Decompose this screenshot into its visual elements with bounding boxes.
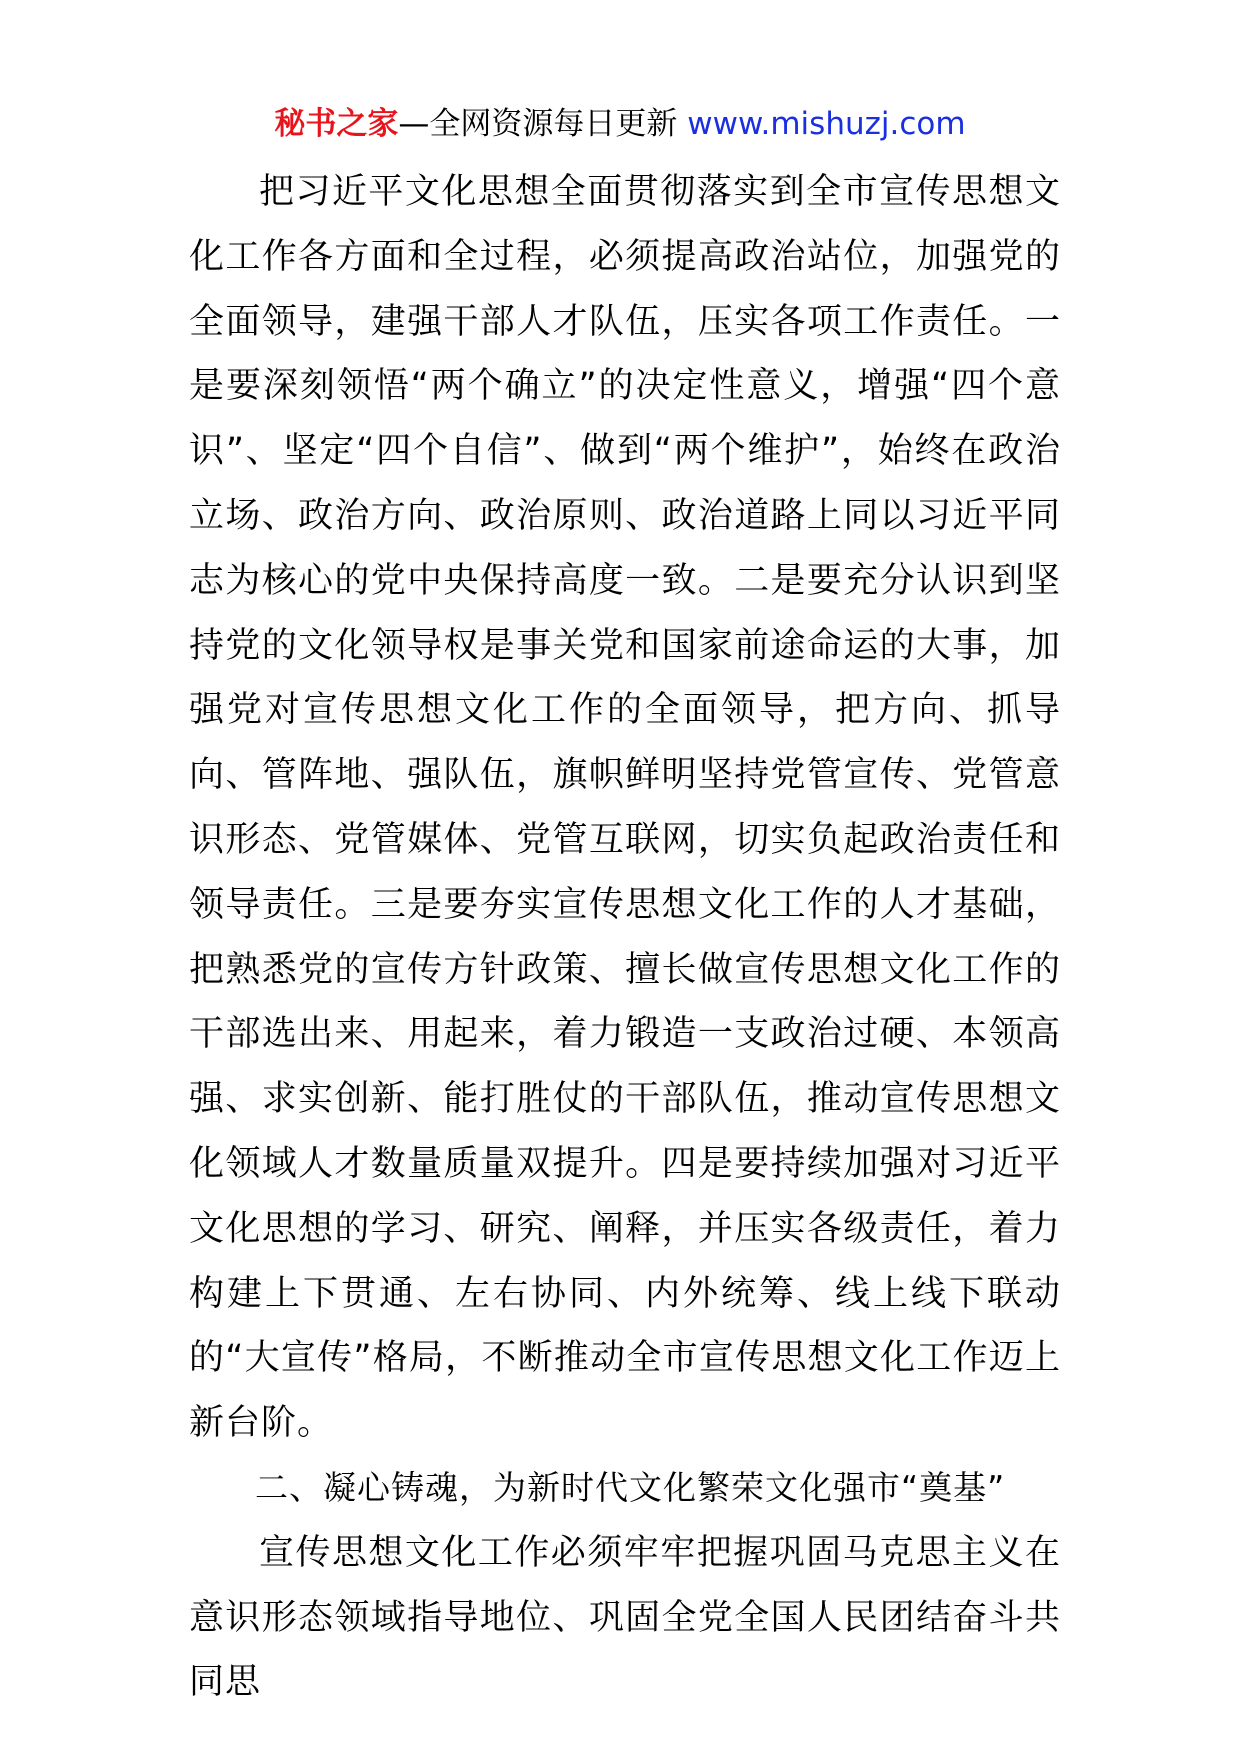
- body-paragraph: 把习近平文化思想全面贯彻落实到全市宣传思想文化工作各方面和全过程，必须提高政治站位，加强党的全面领导，建强干部人才队伍，压实各项工作责任。一是要深刻领悟“两个确立”的决定性意义，增强“四个意识”、坚定“四个自信”、做到“两个维护”，始终在政治立场、政治方向、政治原则、政治道路上同以习近平同志为核心的党中央保持高度一致。二是要充分认识到坚持党的文化领导权是事关党和国家前途命运的大事，加强党对宣传思想文化工作的全面领导，把方向、抓导向、管阵地、强队伍，旗帜鲜明坚持党管宣传、党管意识形态、党管媒体、党管互联网，切实负起政治责任和领导责任。三是要夯实宣传思想文化工作的人才基础，把熟悉党的宣传方针政策、擅长做宣传思想文化工作的干部选出来、用起来，着力锻造一支政治过硬、本领高强、求实创新、能打胜仗的干部队伍，推动宣传思想文化领域人才数量质量双提升。四是要持续加强对习近平文化思想的学习、研究、阐释，并压实各级责任，着力构建上下贯通、左右协同、内外统筹、线上线下联动的“大宣传”格局，不断推动全市宣传思想文化工作迈上新台阶。: [189, 172, 1061, 1444]
- body-paragraph: 宣传思想文化工作必须牢牢把握巩固马克思主义在意识形态领域指导地位、巩固全党全国人民团结奋斗共同思: [189, 1532, 1061, 1703]
- site-header: [0, 102, 1240, 146]
- site-url[interactable]: www.mishuzj.com: [687, 106, 966, 142]
- brand-name: 秘书之家: [274, 106, 399, 142]
- document-body: [189, 160, 1061, 1715]
- header-tagline: —全网资源每日更新: [398, 106, 678, 142]
- section-heading: 二、凝心铸魂，为新时代文化繁荣文化强市“奠基”: [255, 1467, 1006, 1507]
